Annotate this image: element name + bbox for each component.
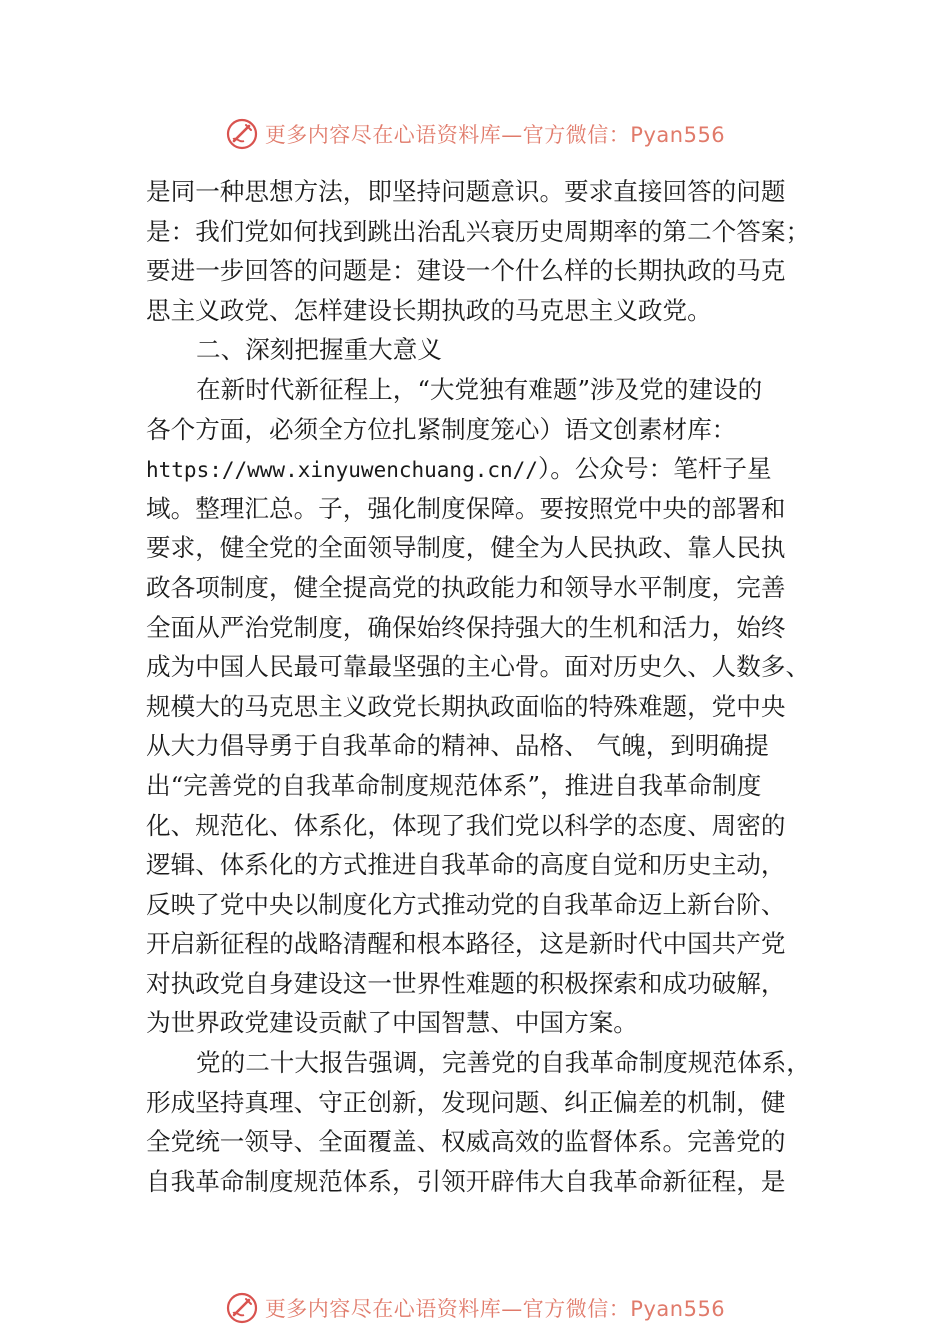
paragraph-line: 在新时代新征程上，“大党独有难题”涉及党的建设的 (196, 374, 763, 404)
url-text: https://www.xinyuwenchuang.cn// (146, 458, 538, 483)
paragraph-line: 自我革命制度规范体系，引领开辟伟大自我革命新征程，是 (146, 1166, 786, 1196)
watermark-text: 更多内容尽在心语资料库—官方微信：Pyan556 (264, 1297, 726, 1321)
paragraph-line: 要求，健全党的全面领导制度，健全为人民执政、靠人民执 (146, 533, 786, 563)
header-watermark (0, 114, 950, 154)
paragraph-line: 为世界政党建设贡献了中国智慧、中国方案。 (146, 1008, 638, 1038)
paragraph-line: 域。整理汇总。子，强化制度保障。要按照党中央的部署和 (146, 493, 786, 523)
paragraph-line: 全党统一领导、全面覆盖、权威高效的监督体系。完善党的 (146, 1127, 786, 1157)
pen-seal-icon (225, 117, 259, 151)
paragraph-line: 要进一步回答的问题是：建设一个什么样的长期执政的马克 (146, 256, 786, 286)
paragraph-line: 从大力倡导勇于自我革命的精神、品格、 气魄，到明确提 (146, 731, 769, 761)
paragraph-line: 党的二十大报告强调，完善党的自我革命制度规范体系， (196, 1048, 811, 1078)
paragraph-line: 规模大的马克思主义政党长期执政面临的特殊难题，党中央 (146, 691, 786, 721)
paragraph-line: 反映了党中央以制度化方式推动党的自我革命迈上新台阶、 (146, 889, 786, 919)
paragraph-line: 化、规范化、体系化，体现了我们党以科学的态度、周密的 (146, 810, 786, 840)
paragraph-line: 成为中国人民最可靠最坚强的主心骨。面对历史久、人数多、 (146, 652, 811, 682)
document-body (146, 172, 816, 1201)
paragraph-line: 对执政党自身建设这一世界性难题的积极探索和成功破解， (146, 968, 786, 998)
paragraph-line: 各个方面，必须全方位扎紧制度笼心）语文创素材库： (146, 414, 737, 444)
paragraph-line: 思主义政党、怎样建设长期执政的马克思主义政党。 (146, 295, 712, 325)
pen-seal-icon (225, 1291, 259, 1325)
paragraph-line: 逻辑、体系化的方式推进自我革命的高度自觉和历史主动， (146, 850, 786, 880)
paragraph-line: 是：我们党如何找到跳出治乱兴衰历史周期率的第二个答案； (146, 216, 811, 246)
paragraph-line: 是同一种思想方法，即坚持问题意识。要求直接回答的问题 (146, 177, 786, 206)
paragraph-line: 开启新征程的战略清醒和根本路径，这是新时代中国共产党 (146, 929, 786, 959)
section-heading: 二、深刻把握重大意义 (196, 335, 442, 365)
paragraph-line: 全面从严治党制度，确保始终保持强大的生机和活力，始终 (146, 612, 786, 642)
paragraph-line: 形成坚持真理、守正创新，发现问题、纠正偏差的机制，健 (146, 1087, 786, 1117)
footer-watermark (0, 1288, 950, 1328)
paragraph-line: 政各项制度，健全提高党的执政能力和领导水平制度，完善 (146, 572, 786, 602)
paragraph-line (146, 449, 816, 489)
paragraph-line: 出“完善党的自我革命制度规范体系”，推进自我革命制度 (146, 770, 762, 800)
paragraph-text: ）。公众号：笔杆子星 (537, 454, 772, 484)
watermark-text: 更多内容尽在心语资料库—官方微信：Pyan556 (264, 123, 726, 147)
